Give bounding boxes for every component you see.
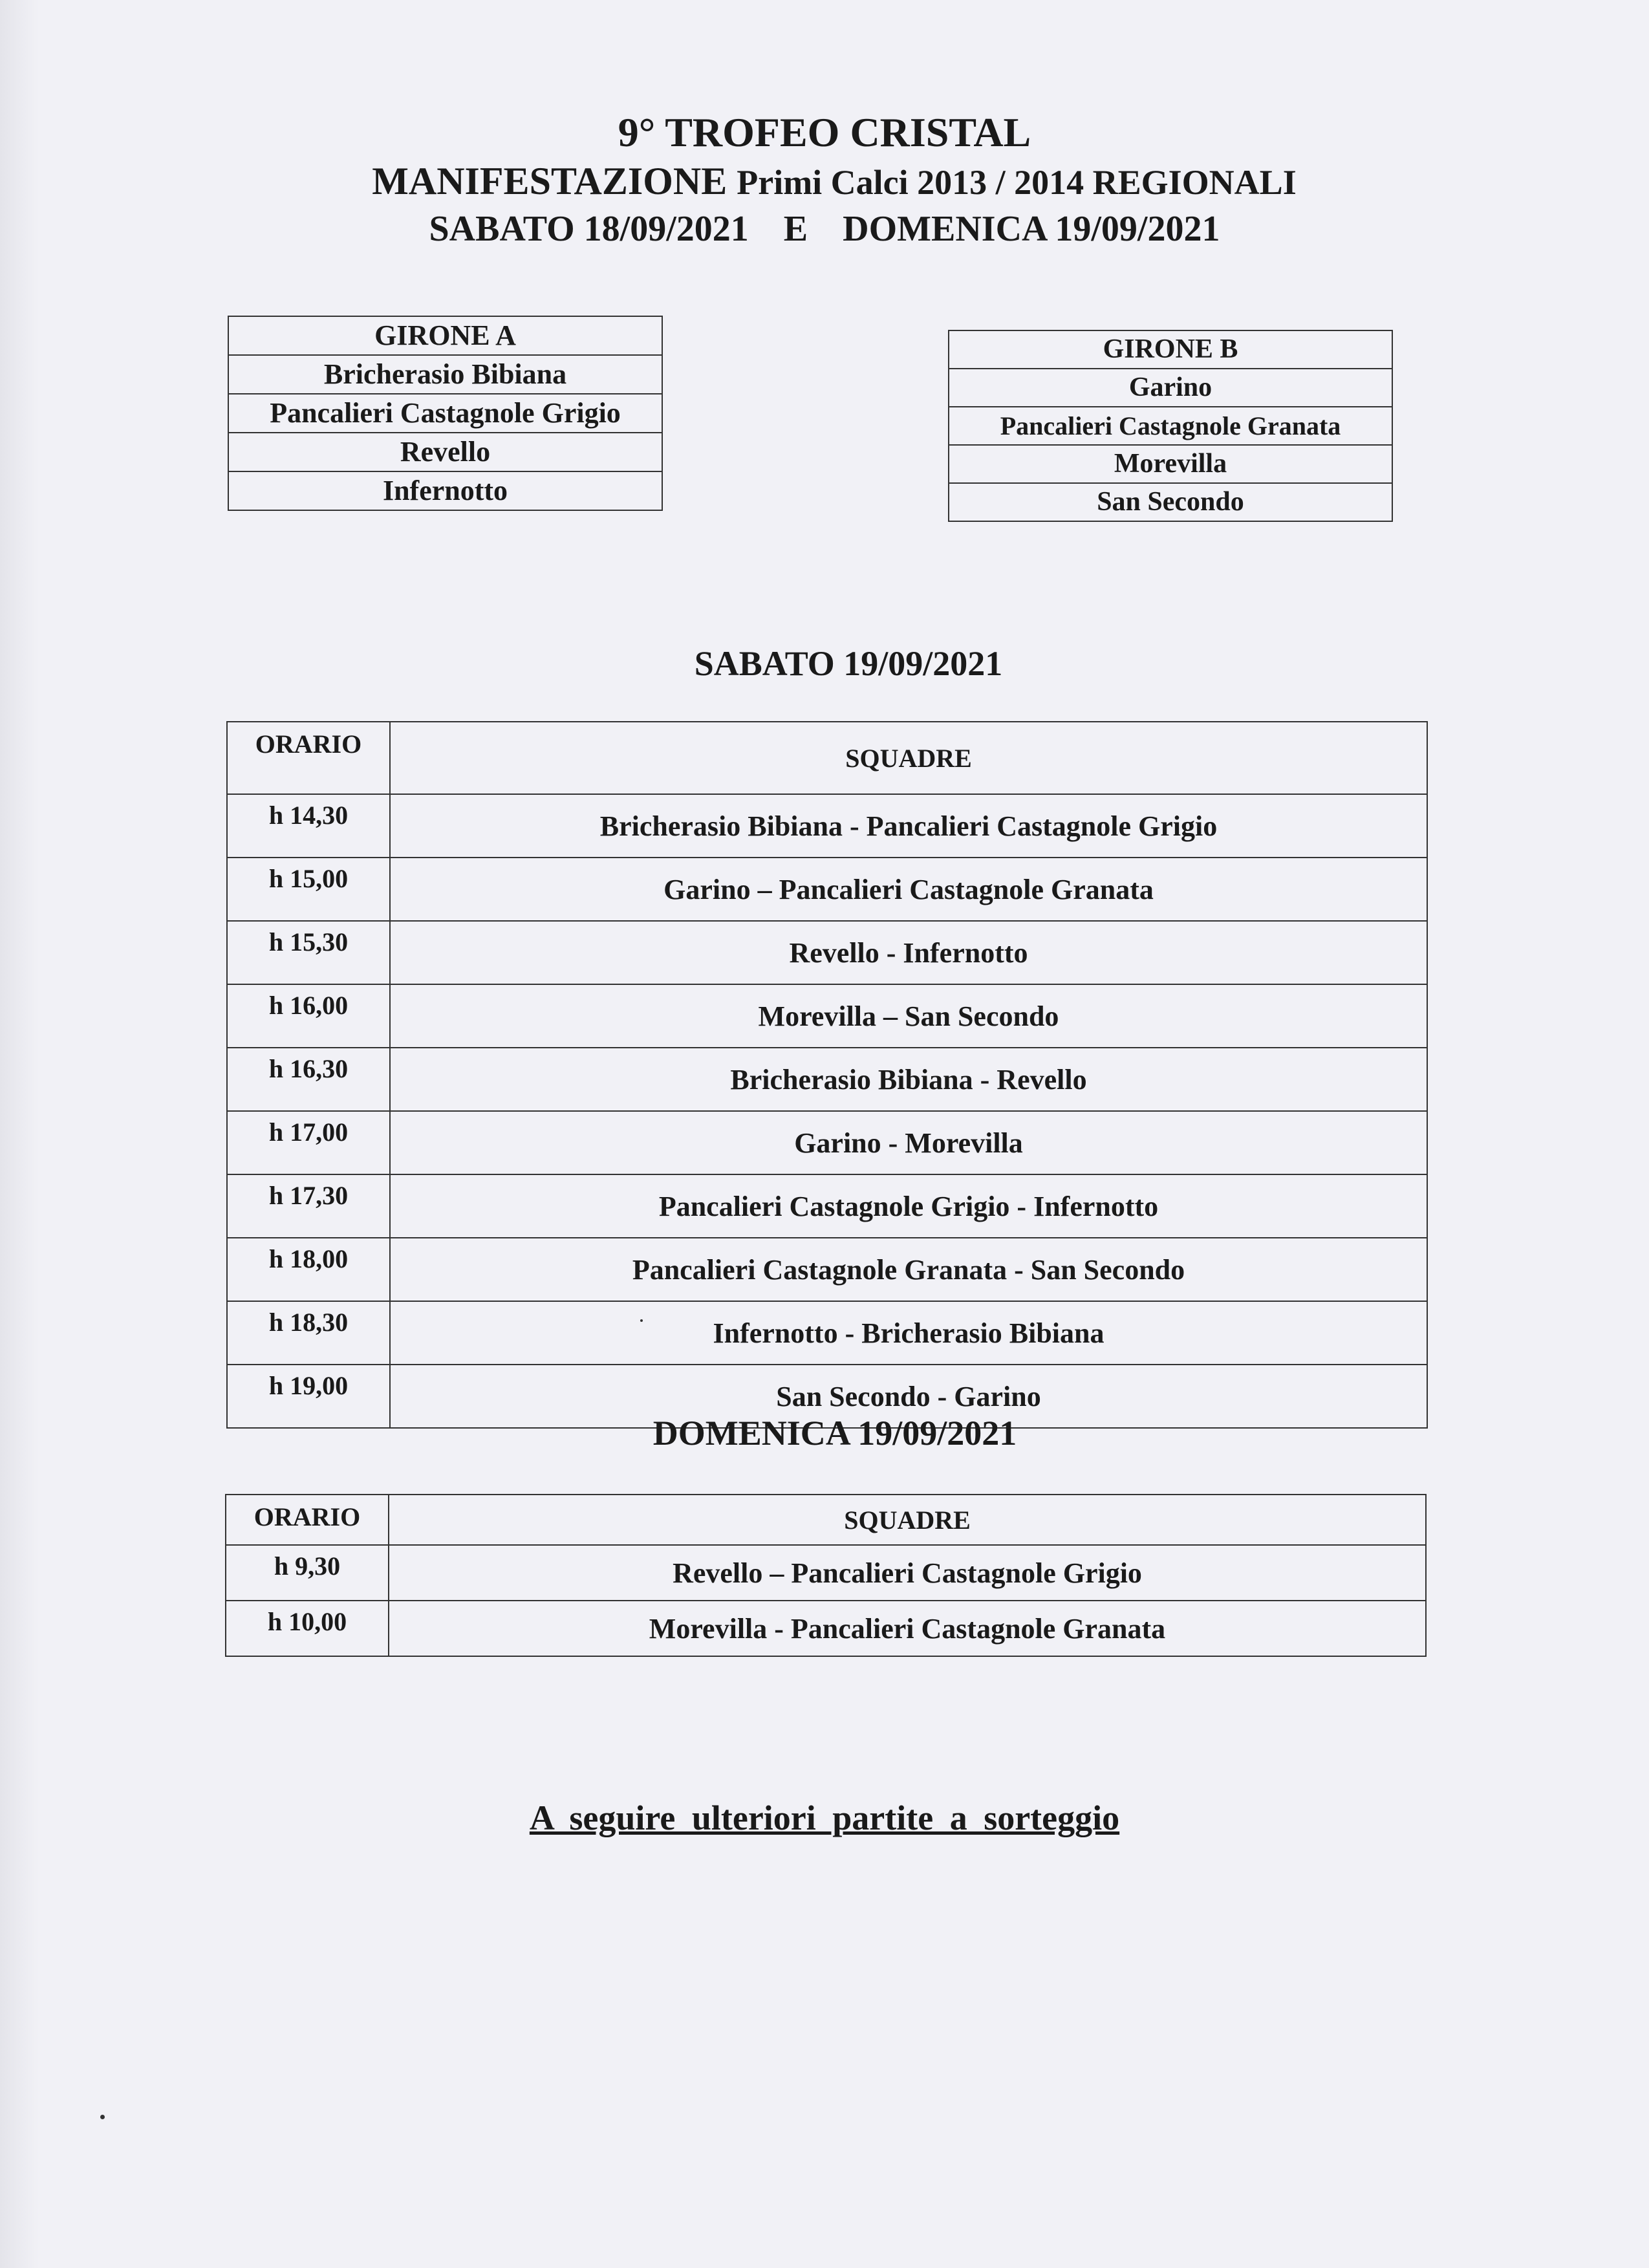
match-time: h 15,30 [227, 921, 390, 984]
saturday-schedule-table [226, 721, 1428, 1429]
sunday-schedule-table [225, 1494, 1427, 1657]
match-time: h 16,30 [227, 1048, 390, 1111]
column-header-teams: SQUADRE [389, 1495, 1426, 1545]
page-title: 9° TROFEO CRISTAL [618, 109, 1031, 155]
match-teams: Bricherasio Bibiana - Pancalieri Castagnole Grigio [390, 794, 1427, 858]
match-teams: San Secondo - Garino [390, 1365, 1427, 1428]
match-time: h 10,00 [226, 1601, 389, 1656]
scan-speck [100, 2115, 105, 2119]
match-teams: Morevilla – San Secondo [390, 984, 1427, 1048]
event-subtitle [10, 159, 1649, 204]
girone-b-team: Pancalieri Castagnole Granata [949, 407, 1392, 445]
saturday-title: SABATO 19/09/2021 [694, 644, 1003, 683]
match-teams: Pancalieri Castagnole Grigio - Infernotto [390, 1174, 1427, 1238]
event-dates [0, 208, 1649, 250]
girone-b-table [948, 330, 1393, 522]
date-sunday: DOMENICA 19/09/2021 [843, 209, 1220, 249]
girone-a-team: Bricherasio Bibiana [228, 355, 662, 394]
girone-b-team: Garino [949, 369, 1392, 407]
column-header-teams: SQUADRE [390, 722, 1427, 794]
sunday-title: DOMENICA 19/09/2021 [652, 1414, 1017, 1453]
table-row [227, 1174, 1427, 1238]
match-teams: Garino – Pancalieri Castagnole Granata [390, 858, 1427, 921]
match-time: h 19,00 [227, 1365, 390, 1428]
table-row [227, 1301, 1427, 1365]
column-header-time: ORARIO [226, 1495, 389, 1545]
scan-speck [640, 1319, 643, 1322]
match-time: h 18,00 [227, 1238, 390, 1301]
match-teams: Morevilla - Pancalieri Castagnole Granata [389, 1601, 1426, 1656]
event-category: Primi Calci 2013 / 2014 REGIONALI [737, 163, 1297, 202]
table-row [227, 1111, 1427, 1174]
girone-b-title: GIRONE B [949, 330, 1392, 369]
girone-a-table [228, 316, 663, 511]
match-time: h 15,00 [227, 858, 390, 921]
match-time: h 14,30 [227, 794, 390, 858]
girone-b-team: San Secondo [949, 483, 1392, 521]
match-time: h 18,30 [227, 1301, 390, 1365]
girone-b-team: Morevilla [949, 445, 1392, 483]
table-row [227, 858, 1427, 921]
table-row [226, 1601, 1426, 1656]
table-row [227, 1048, 1427, 1111]
date-saturday: SABATO 18/09/2021 [429, 209, 749, 249]
match-time: h 17,00 [227, 1111, 390, 1174]
footer-note: A seguire ulteriori partite a sorteggio [529, 1798, 1120, 1837]
page-edge [0, 0, 39, 2268]
column-header-time: ORARIO [227, 722, 390, 794]
match-time: h 16,00 [227, 984, 390, 1048]
girone-a-title: GIRONE A [228, 316, 662, 355]
table-row [227, 794, 1427, 858]
match-teams: Infernotto - Bricherasio Bibiana [390, 1301, 1427, 1365]
match-teams: Pancalieri Castagnole Granata - San Secondo [390, 1238, 1427, 1301]
table-row [226, 1545, 1426, 1601]
table-row [227, 984, 1427, 1048]
match-time: h 17,30 [227, 1174, 390, 1238]
girone-a-team: Revello [228, 433, 662, 471]
date-conjunction: E [783, 209, 808, 249]
match-teams: Garino - Morevilla [390, 1111, 1427, 1174]
match-teams: Revello – Pancalieri Castagnole Grigio [389, 1545, 1426, 1601]
girone-a-team: Pancalieri Castagnole Grigio [228, 394, 662, 433]
match-teams: Bricherasio Bibiana - Revello [390, 1048, 1427, 1111]
table-row [227, 1238, 1427, 1301]
table-row [227, 921, 1427, 984]
match-time: h 9,30 [226, 1545, 389, 1601]
event-name: MANIFESTAZIONE [372, 160, 727, 202]
match-teams: Revello - Infernotto [390, 921, 1427, 984]
girone-a-team: Infernotto [228, 471, 662, 510]
